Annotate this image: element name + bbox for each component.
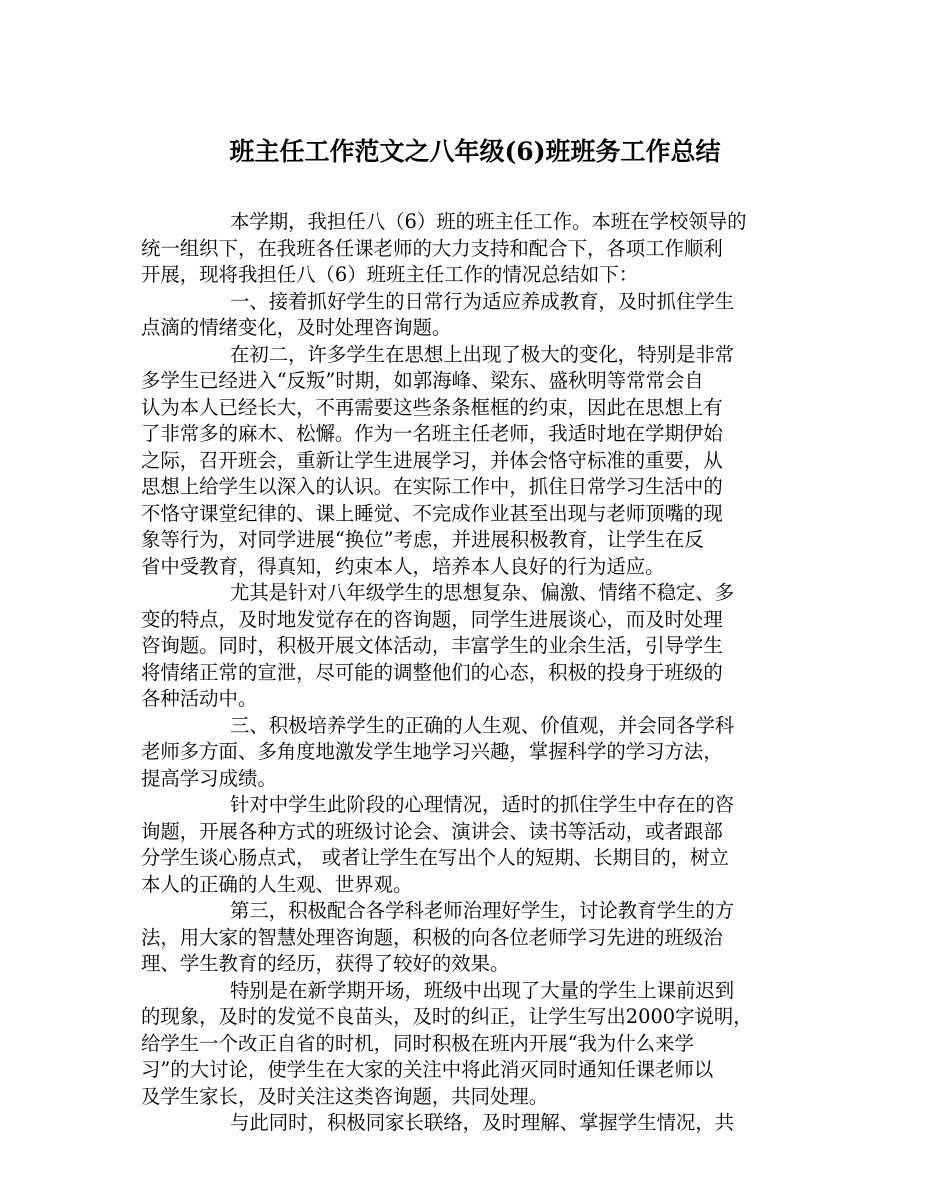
text-line: 将情绪正常的宣泄，尽可能的调整他们的心态，积极的投身于班级的 [141,660,723,684]
text-line: 特别是在新学期开场，班级中出现了大量的学生上课前迟到 [230,978,735,1002]
text-line: 统一组织下，在我班各任课老师的大力支持和配合下，各项工作顺利 [141,236,723,260]
text-line: 与此同时，积极同家长联络，及时理解、掌握学生情况，共 [230,1111,735,1134]
text-line: 省中受教育，得真知，约束本人，培养本人良好的行为适应。 [141,554,665,578]
text-line: 了非常多的麻木、松懈。作为一名班主任老师，我适时地在学期伊始 [141,422,723,445]
document-title: 班主任工作范文之八年级(6)班班务工作总结 [229,137,721,166]
text-line: 三、积极培养学生的正确的人生观、价值观，并会同各学科 [230,713,735,737]
text-line: 的现象，及时的发觉不良苗头，及时的纠正，让学生写出2000字说明， [141,1005,753,1028]
text-line: 不恪守课堂纪律的、课上睡觉、不完成作业甚至出现与老师顶嘴的现 [141,501,723,525]
text-line: 点滴的情绪变化，及时处理咨询题。 [141,316,452,339]
text-line: 法，用大家的智慧处理咨询题，积极的向各位老师学习先进的班级治 [141,925,723,949]
text-line: 象等行为，对同学进展“换位”考虑，并进展积极教育，让学生在反 [141,528,704,551]
text-line: 思想上给学生以深入的认识。在实际工作中，抓住日常学习生活中的 [141,475,723,498]
document-body [141,209,813,1137]
text-line: 针对中学生此阶段的心理情况，适时的抓住学生中存在的咨 [230,793,735,816]
text-line: 提高学习成绩。 [141,766,277,790]
text-line: 开展，现将我担任八（6）班班主任工作的情况总结如下： [141,263,639,286]
text-line: 变的特点，及时地发觉存在的咨询题，同学生进展谈心，而及时处理 [141,607,723,631]
text-line: 给学生一个改正自省的时机，同时积极在班内开展“我为什么来学 [141,1031,694,1055]
text-line: 认为本人已经长大，不再需要这些条条框框的约束，因此在思想上有 [141,395,723,419]
text-line: 本人的正确的人生观、世界观。 [141,872,413,896]
text-line: 之际，召开班会，重新让学生进展学习，并体会恪守标准的重要，从 [141,448,723,472]
text-line: 尤其是针对八年级学生的思想复杂、偏激、情绪不稳定、多 [230,581,735,604]
text-line: 在初二，许多学生在思想上出现了极大的变化，特别是非常 [230,342,735,366]
text-line: 多学生已经进入“反叛”时期，如郭海峰、梁东、盛秋明等常常会自 [141,369,704,392]
text-line: 各种活动中。 [141,687,258,710]
text-line: 及学生家长，及时关注这类咨询题，共同处理。 [141,1084,549,1108]
text-line: 老师多方面、多角度地激发学生地学习兴趣，掌握科学的学习方法， [141,740,723,763]
text-line: 本学期，我担任八（6）班的班主任工作。本班在学校领导的 [230,210,747,233]
text-line: 分学生谈心肠点式， 或者让学生在写出个人的短期、长期目的，树立 [141,846,729,869]
text-line: 一、接着抓好学生的日常行为适应养成教育，及时抓住学生 [230,289,735,313]
text-line: 习”的大讨论，使学生在大家的关注中将此消灭同时通知任课老师以 [141,1058,714,1081]
text-line: 理、学生教育的经历，获得了较好的效果。 [141,952,510,975]
text-line: 第三，积极配合各学科老师治理好学生，讨论教育学生的方 [230,899,735,922]
text-line: 询题，开展各种方式的班级讨论会、演讲会、读书等活动，或者跟部 [141,819,723,843]
text-line: 咨询题。同时，积极开展文体活动，丰富学生的业余生活，引导学生 [141,634,723,657]
